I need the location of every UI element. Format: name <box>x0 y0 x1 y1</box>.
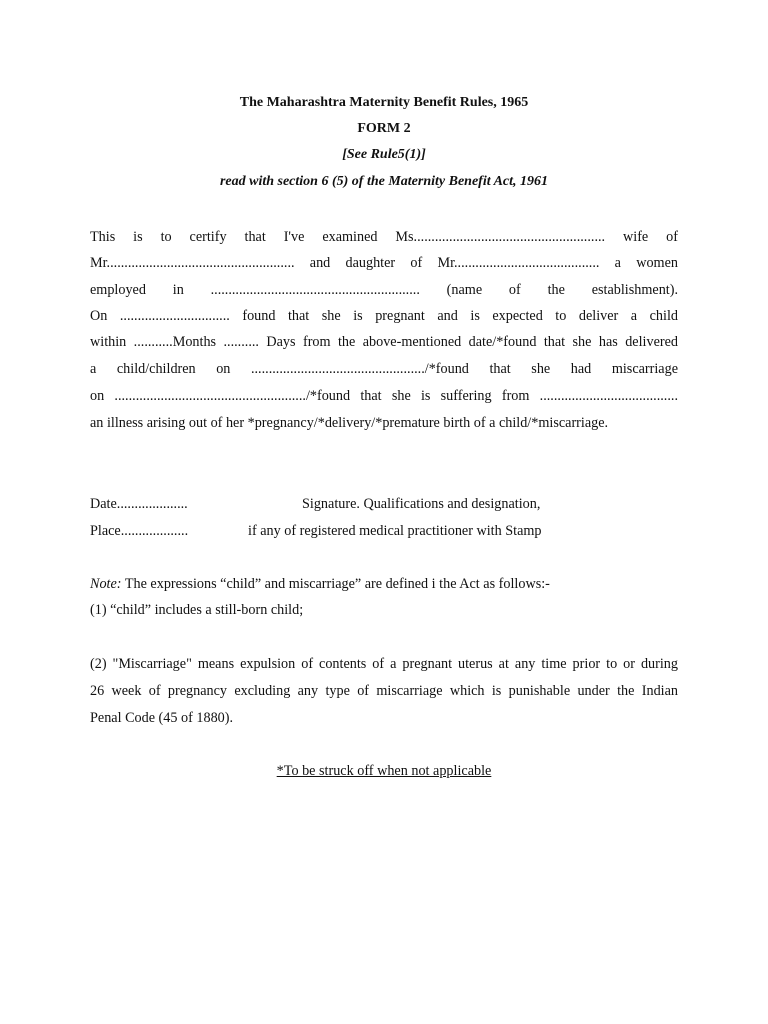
certificate-line-6: a child/children on ................................................./*found that she had miscarriage <box>90 361 678 377</box>
certificate-line-8: an illness arising out of her *pregnancy/*delivery/*premature birth of a child/*miscarriage. <box>90 415 609 431</box>
certificate-line-4: On ............................... found that she is pregnant and is expected to deliver a child <box>90 308 678 324</box>
rule-reference: [See Rule5(1)] <box>342 147 426 162</box>
note-text: The expressions “child” and miscarriage” are defined i the Act as follows:- <box>121 576 550 592</box>
strike-off-note: *To be struck off when not applicable <box>276 763 492 779</box>
note-item-2-line-3: Penal Code (45 of 1880). <box>90 710 234 726</box>
note-label: Note: <box>90 576 122 592</box>
certificate-line-1: This is to certify that I've examined Ms...................................................... wife of <box>90 229 678 245</box>
signature-label: Signature. Qualifications and designation, <box>302 496 541 512</box>
certificate-line-7: on ....................................................../*found that she is suffering from ....................................... <box>90 388 678 404</box>
certificate-line-2: Mr..................................................... and daughter of Mr......................................... a women <box>90 255 678 271</box>
note-item-2-line-2: 26 week of pregnancy excluding any type of miscarriage which is punishable under the Indian <box>90 683 678 699</box>
certificate-line-3: employed in ........................................................... (name of the establishment). <box>90 282 678 298</box>
date-field-label: Date.................... <box>90 496 188 512</box>
form-number: FORM 2 <box>357 121 411 136</box>
note-item-2-line-1: (2) "Miscarriage" means expulsion of contents of a pregnant uterus at any time prior to or during <box>90 656 678 672</box>
note-intro <box>90 575 550 593</box>
place-field-label: Place................... <box>90 523 189 539</box>
practitioner-label: if any of registered medical practitioner with Stamp <box>248 523 542 539</box>
note-item-1: (1) “child” includes a still-born child; <box>90 602 304 618</box>
act-reference: read with section 6 (5) of the Maternity Benefit Act, 1961 <box>219 174 549 189</box>
certificate-line-5: within ...........Months .......... Days from the above-mentioned date/*found that she has delivered <box>90 334 678 350</box>
rules-title: The Maharashtra Maternity Benefit Rules, 1965 <box>239 95 529 110</box>
